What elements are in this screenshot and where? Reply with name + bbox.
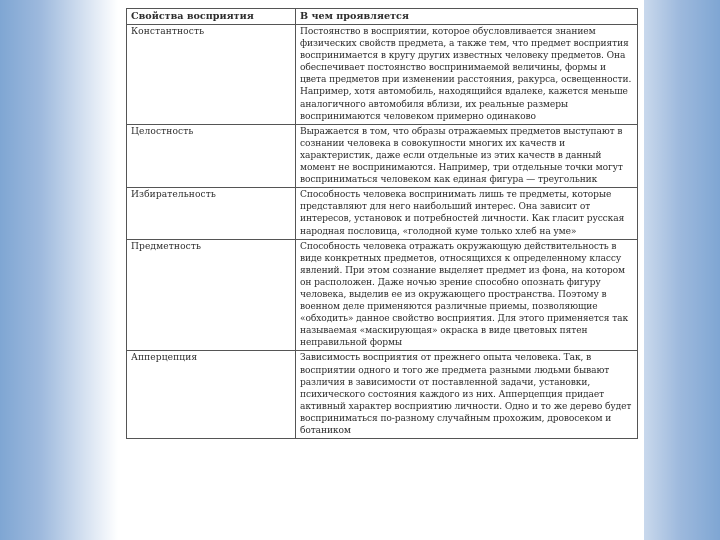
column-header-property: Свойства восприятия (127, 9, 296, 25)
table-row (127, 25, 638, 125)
description-cell: Зависимость восприятия от прежнего опыта человека. Так, в восприятии одного и того же предмета разными людьми бывают различия в зависимости от поставленной задачи, установки, психического состояния каждого из них. Апперцепция придает активный характер восприятию личности. Одно и то же дерево будет восприниматься по-разному случайным прохожим, дровосеком и ботаником (296, 351, 638, 439)
property-cell: Предметность (127, 239, 296, 351)
property-cell: Апперцепция (127, 351, 296, 439)
description-cell: Выражается в том, что образы отражаемых предметов выступают в сознании человека в совокупности многих их качеств и характеристик, даже если отдельные из этих качеств в данный момент не воспринимаются. Например, три отдельные точки могут восприниматься человеком как единая фигура — треугольник (296, 124, 638, 187)
table-row (127, 124, 638, 187)
description-cell: Способность человека отражать окружающую действительность в виде конкретных предметов, относящихся к определенному классу явлений. При этом сознание выделяет предмет из фона, на котором он расположен. Даже ночью зрение способно опознать фигуру человека, выделив ее из окружающего пространства. Поэтому в военном деле применяются различные приемы, позволяющие «обходить» данное свойство восприятия. Для этого применяется так называемая «маскирующая» окраска в виде цветовых пятен неправильной формы (296, 239, 638, 351)
table-row (127, 188, 638, 239)
column-header-description: В чем проявляется (296, 9, 638, 25)
perception-properties-table (126, 8, 638, 439)
table-row (127, 239, 638, 351)
table-header-row (127, 9, 638, 25)
property-cell: Константность (127, 25, 296, 125)
description-cell: Способность человека воспринимать лишь те предметы, которые представляют для него наибольший интерес. Она зависит от интересов, установок и потребностей личности. Как гласит русская народная пословица, «голодной куме только хлеб на уме» (296, 188, 638, 239)
property-cell: Избирательность (127, 188, 296, 239)
description-cell: Постоянство в восприятии, которое обусловливается знанием физических свойств предмета, а также тем, что предмет восприятия воспринимается в кругу других известных человеку предметов. Она обеспечивает постоянство воспринимаемой величины, формы и цвета предметов при изменении расстояния, ракурса, освещенности. Например, хотя автомобиль, находящийся вдалеке, кажется меньше аналогичного автомобиля вблизи, их реальные размеры воспринимаются человеком примерно одинаково (296, 25, 638, 125)
table-row (127, 351, 638, 439)
document-page (118, 0, 644, 540)
property-cell: Целостность (127, 124, 296, 187)
